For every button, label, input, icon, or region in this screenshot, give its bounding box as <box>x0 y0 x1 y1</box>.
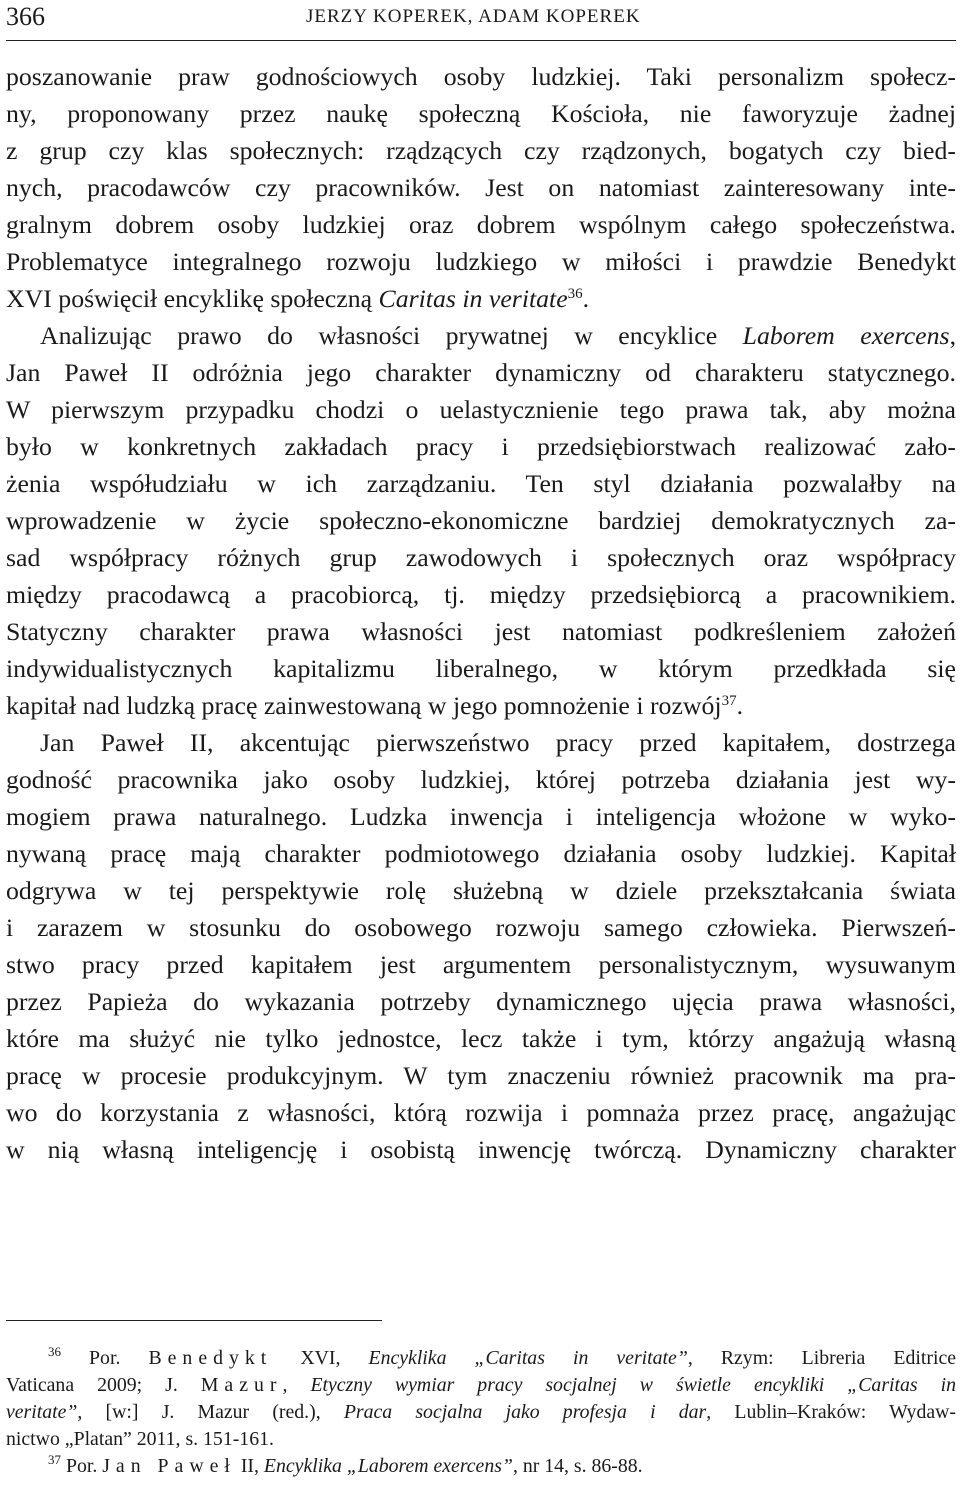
encyclical-title: Laborem exercens <box>742 321 950 350</box>
text-line: ny, proponowany przez naukę społeczną Kościoła, nie faworyzuje żadnej <box>6 99 956 128</box>
text-run: . <box>736 691 744 720</box>
footnote-ref: 37 <box>721 693 737 709</box>
text-line: i zarazem w stosunku do osobowego rozwoju samego człowieka. Pierwszeń- <box>6 913 956 942</box>
text-line: pracę w procesie produkcyjnym. W tym znaczeniu również pracownik ma pra- <box>6 1061 956 1090</box>
running-head: JERZY KOPEREK, ADAM KOPEREK <box>306 6 641 27</box>
footnote-36-line: nictwo „Platan” 2011, s. 151-161. <box>6 1428 274 1450</box>
text-line: wprowadzenie w życie społeczno-ekonomiczne bardziej demokratycznych za- <box>6 506 956 535</box>
text-line: mogiem prawa naturalnego. Ludzka inwencja i inteligencja włożone w wyko- <box>6 802 956 831</box>
text-line: Statyczny charakter prawa własności jest natomiast podkreśleniem założeń <box>6 617 956 646</box>
text-run: XVI poświęcił encyklikę społeczną <box>6 284 379 313</box>
author-name: Benedykt <box>148 1347 273 1369</box>
text-run: XVI, <box>272 1347 369 1369</box>
text-line: w nią własną inteligencję i osobistą inwencję twórczą. Dynamiczny charakter <box>6 1135 956 1164</box>
text-run: II, <box>235 1455 264 1477</box>
citation-title: Encyklika „Caritas in veritate” <box>368 1347 688 1369</box>
text-line: godność pracownika jako osoby ludzkiej, której potrzeba działania jest wy- <box>6 765 956 794</box>
text-line: stwo pracy przed kapitałem jest argumentem personalistycznym, wysuwanym <box>6 950 956 979</box>
main-text <box>6 58 956 1168</box>
text-line: odgrywa w tej perspektywie rolę służebną w dziele przekształcania świata <box>6 876 956 905</box>
text-line: żenia współudziału w ich zarządzaniu. Ten styl działania pozwalałby na <box>6 469 956 498</box>
text-line: z grup czy klas społecznych: rządzących czy rządzonych, bogatych czy bied- <box>6 136 956 165</box>
text-line: Jan Paweł II, akcentując pierwszeństwo pracy przed kapitałem, dostrzega <box>40 728 956 757</box>
text-run: Vaticana 2009; J. <box>6 1374 201 1396</box>
text-line: sad współpracy różnych grup zawodowych i społecznych oraz współpracy <box>6 543 956 572</box>
text-line: wo do korzystania z własności, którą rozwija i pomnaża przez pracę, angażując <box>6 1098 956 1127</box>
text-line: Problematyce integralnego rozwoju ludzkiego w miłości i prawdzie Benedykt <box>6 247 956 276</box>
footnote-36-line <box>6 1399 956 1426</box>
text-run: , Lublin–Kraków: Wydaw- <box>706 1401 956 1423</box>
text-run: Por. <box>61 1455 103 1477</box>
text-line: przez Papieża do wykazania potrzeby dynamicznego ujęcia prawa własności, <box>6 987 956 1016</box>
text-line: gralnym dobrem osoby ludzkiej oraz dobrem wspólnym całego społeczeństwa. <box>6 210 956 239</box>
citation-title: Praca socjalna jako profesja i dar <box>343 1401 707 1423</box>
citation-title: Encyklika „Laborem exercens” <box>263 1455 513 1477</box>
text-line: Jan Paweł II odróżnia jego charakter dynamiczny od charakteru statycznego. <box>6 358 956 387</box>
citation-title: veritate” <box>6 1401 78 1423</box>
text-line: między pracodawcą a pracobiorcą, tj. między przedsiębiorcą a pracownikiem. <box>6 580 956 609</box>
footnote-37 <box>6 1453 956 1480</box>
footnote-number: 36 <box>48 1344 61 1359</box>
encyclical-title: Caritas in veritate <box>378 284 568 313</box>
text-run: kapitał nad ludzką pracę zainwestowaną w jego pomnożenie i rozwój <box>6 691 722 720</box>
author-name: Mazur <box>200 1374 283 1396</box>
text-run: . <box>582 284 590 313</box>
text-run: , <box>949 321 957 350</box>
text-line <box>6 687 956 724</box>
citation-title: Etyczny wymiar pracy socjalnej w świetle encykliki „Caritas in <box>310 1374 956 1396</box>
text-line: było w konkretnych zakładach pracy i przedsiębiorstwach realizować zało- <box>6 432 956 461</box>
text-line: które ma służyć nie tylko jednostce, lecz także i tym, którzy angażują własną <box>6 1024 956 1053</box>
text-line <box>6 317 956 354</box>
text-line <box>6 280 956 317</box>
text-line: nywaną pracę mają charakter podmiotowego działania osoby ludzkiej. Kapitał <box>6 839 956 868</box>
text-line: indywidualistycznych kapitalizmu liberalnego, w którym przedkłada się <box>6 654 956 683</box>
text-line: poszanowanie praw godnościowych osoby ludzkiej. Taki personalizm społecz- <box>6 62 956 91</box>
text-line: W pierwszym przypadku chodzi o uelastycznienie tego prawa tak, aby można <box>6 395 956 424</box>
footnote-divider <box>6 1320 382 1321</box>
page-header <box>6 0 956 41</box>
text-run: , [w:] J. Mazur (red.), <box>77 1401 344 1423</box>
footnotes <box>6 1345 956 1480</box>
page-number: 366 <box>6 2 45 31</box>
text-run: , Rzym: Libreria Editrice <box>687 1347 957 1369</box>
footnote-36-line <box>6 1372 956 1399</box>
text-run: Analizując prawo do własności prywatnej w encyklice <box>40 321 743 350</box>
author-name: Jan Paweł <box>102 1455 236 1477</box>
footnote-36 <box>6 1345 956 1372</box>
footnote-ref: 36 <box>567 286 583 302</box>
text-run: , <box>282 1374 311 1396</box>
footnote-number: 37 <box>48 1452 61 1467</box>
text-line: nych, pracodawców czy pracowników. Jest on natomiast zainteresowany inte- <box>6 173 956 202</box>
text-run: Por. <box>61 1347 149 1369</box>
text-run: , nr 14, s. 86-88. <box>512 1455 643 1477</box>
